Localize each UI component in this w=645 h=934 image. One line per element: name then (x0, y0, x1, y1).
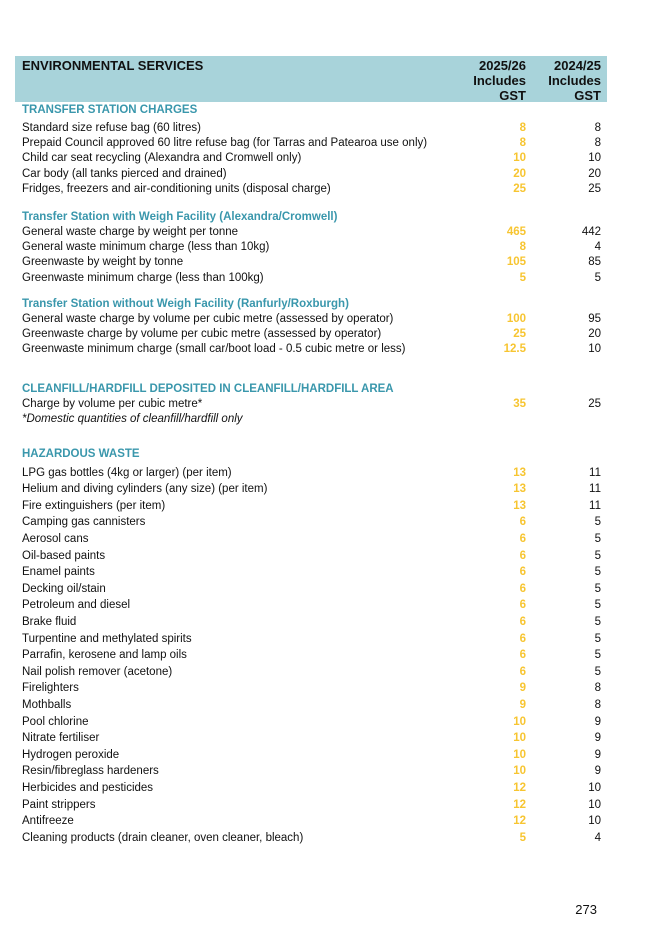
row-value-2025-26: 8 (519, 241, 526, 254)
row-description: Fire extinguishers (per item) (22, 499, 166, 512)
row-value-2025-26: 9 (519, 682, 526, 695)
row-description: Child car seat recycling (Alexandra and Cromwell only) (22, 152, 302, 165)
row-description: Hydrogen peroxide (22, 748, 120, 761)
table-row (15, 647, 607, 664)
row-description: Car body (all tanks pierced and drained) (22, 167, 227, 180)
row-description: Resin/fibreglass hardeners (22, 765, 159, 778)
table-row (15, 581, 607, 598)
footnote: *Domestic quantities of cleanfill/hardfill only (22, 413, 243, 426)
table-row (15, 813, 607, 830)
row-value-2025-26: 10 (513, 748, 526, 761)
row-description: Firelighters (22, 682, 79, 695)
row-description: Decking oil/stain (22, 582, 106, 595)
section-title: TRANSFER STATION CHARGES (22, 104, 198, 116)
table-row (15, 465, 607, 482)
row-value-2024-25: 5 (594, 516, 601, 529)
row-value-2024-25: 25 (588, 398, 601, 411)
row-value-2024-25: 8 (594, 137, 601, 150)
row-description: Greenwaste minimum charge (less than 100kg) (22, 271, 264, 284)
row-value-2025-26: 5 (519, 271, 526, 284)
column-header-2025-26: 2025/26 Includes GST (473, 58, 526, 103)
row-value-2024-25: 10 (588, 798, 601, 811)
row-value-2025-26: 10 (513, 765, 526, 778)
row-value-2024-25: 9 (594, 765, 601, 778)
row-value-2025-26: 10 (513, 732, 526, 745)
row-description: Paint strippers (22, 798, 96, 811)
row-value-2025-26: 25 (513, 182, 526, 195)
row-value-2024-25: 95 (588, 312, 601, 325)
table-row (15, 225, 607, 240)
row-value-2024-25: 5 (594, 632, 601, 645)
row-description: Prepaid Council approved 60 litre refuse bag (for Tarras and Patearoa use only) (22, 137, 428, 150)
table-row (15, 797, 607, 814)
row-value-2025-26: 6 (519, 599, 526, 612)
row-value-2025-26: 6 (519, 632, 526, 645)
table-row (15, 747, 607, 764)
row-value-2024-25: 11 (589, 483, 601, 496)
row-value-2025-26: 13 (513, 499, 526, 512)
row-description: Greenwaste minimum charge (small car/boot load - 0.5 cubic metre or less) (22, 343, 406, 356)
row-value-2025-26: 12 (513, 798, 526, 811)
row-value-2024-25: 9 (594, 715, 601, 728)
row-value-2025-26: 100 (506, 312, 526, 325)
row-value-2024-25: 8 (594, 122, 601, 134)
row-description: General waste charge by weight per tonne (22, 225, 239, 238)
row-value-2024-25: 10 (588, 343, 601, 356)
table-row (15, 830, 607, 847)
row-value-2025-26: 35 (513, 398, 526, 411)
row-value-2025-26: 6 (519, 516, 526, 529)
row-value-2025-26: 6 (519, 649, 526, 662)
row-value-2024-25: 85 (588, 256, 601, 269)
row-description: Fridges, freezers and air-conditioning units (disposal charge) (22, 182, 331, 195)
table-row (15, 498, 607, 515)
table-row (15, 780, 607, 797)
table-header (15, 56, 607, 102)
table-row (15, 271, 607, 286)
table-row (15, 397, 607, 412)
row-value-2024-25: 5 (594, 665, 601, 678)
row-description: Helium and diving cylinders (any size) (per item) (22, 483, 268, 496)
row-value-2024-25: 5 (594, 582, 601, 595)
row-value-2025-26: 6 (519, 582, 526, 595)
row-value-2024-25: 5 (594, 566, 601, 579)
row-value-2024-25: 9 (594, 748, 601, 761)
row-value-2024-25: 11 (589, 466, 601, 479)
row-description: Parrafin, kerosene and lamp oils (22, 649, 187, 662)
table-row (15, 714, 607, 731)
section-cleanfill (15, 381, 607, 427)
table-row (15, 631, 607, 648)
row-value-2025-26: 8 (519, 137, 526, 150)
row-value-2025-26: 465 (506, 225, 526, 238)
row-value-2025-26: 10 (513, 152, 526, 165)
row-value-2024-25: 11 (589, 499, 601, 512)
table-row (15, 481, 607, 498)
row-value-2025-26: 6 (519, 566, 526, 579)
row-value-2024-25: 5 (594, 533, 601, 545)
row-value-2024-25: 4 (594, 831, 601, 844)
row-description: Standard size refuse bag (60 litres) (22, 122, 201, 134)
section-title: Transfer Station with Weigh Facility (Alexandra/Cromwell) (22, 210, 338, 223)
row-description: Mothballs (22, 698, 72, 711)
row-value-2024-25: 8 (594, 682, 601, 695)
row-value-2025-26: 13 (513, 466, 526, 479)
row-description: Brake fluid (22, 615, 77, 628)
row-description: Cleaning products (drain cleaner, oven cleaner, bleach) (22, 831, 304, 844)
table-row (15, 730, 607, 747)
table-row (15, 151, 607, 166)
row-description: Nitrate fertiliser (22, 732, 100, 745)
row-description: Petroleum and diesel (22, 599, 131, 612)
table-row (15, 327, 607, 342)
row-value-2025-26: 6 (519, 549, 526, 562)
section-no-weigh-facility (15, 296, 607, 358)
table-row (15, 182, 607, 197)
row-value-2025-26: 6 (519, 533, 526, 545)
row-value-2025-26: 105 (506, 256, 526, 269)
table-row (15, 240, 607, 255)
table-row (15, 121, 607, 136)
row-description: Camping gas cannisters (22, 516, 146, 529)
row-value-2025-26: 13 (513, 483, 526, 496)
table-row (15, 614, 607, 631)
table-row (15, 136, 607, 151)
table-row (15, 680, 607, 697)
table-row (15, 342, 607, 357)
section-title: Transfer Station without Weigh Facility (Ranfurly/Roxburgh) (22, 297, 349, 310)
row-value-2024-25: 5 (594, 549, 601, 562)
row-description: General waste charge by volume per cubic metre (assessed by operator) (22, 312, 394, 325)
row-description: LPG gas bottles (4kg or larger) (per item) (22, 466, 232, 479)
row-description: Nail polish remover (acetone) (22, 665, 173, 678)
row-description: Aerosol cans (22, 533, 89, 545)
section-hazardous-waste (15, 446, 607, 847)
row-value-2025-26: 10 (513, 715, 526, 728)
row-value-2024-25: 5 (594, 599, 601, 612)
row-value-2024-25: 8 (594, 698, 601, 711)
row-value-2025-26: 20 (513, 167, 526, 180)
table-title: ENVIRONMENTAL SERVICES (22, 58, 204, 73)
row-description: Oil-based paints (22, 549, 106, 562)
table-row (15, 167, 607, 182)
table-row (15, 514, 607, 531)
column-header-2024-25: 2024/25 Includes GST (548, 58, 601, 103)
row-description: Herbicides and pesticides (22, 781, 154, 794)
section-title: CLEANFILL/HARDFILL DEPOSITED IN CLEANFILL/HARDFILL AREA (22, 383, 394, 396)
row-value-2024-25: 5 (594, 271, 601, 284)
page-number: 273 (575, 902, 597, 917)
table-row (15, 312, 607, 327)
row-value-2024-25: 5 (594, 615, 601, 628)
table-row (15, 548, 607, 565)
row-value-2024-25: 25 (588, 182, 601, 195)
row-value-2024-25: 10 (588, 152, 601, 165)
row-description: Greenwaste by weight by tonne (22, 256, 184, 269)
row-value-2025-26: 12.5 (503, 343, 526, 356)
row-description: General waste minimum charge (less than 10kg) (22, 241, 270, 254)
table-row (15, 255, 607, 270)
fees-table (15, 56, 607, 846)
row-value-2024-25: 10 (588, 815, 601, 828)
row-value-2024-25: 4 (594, 241, 601, 254)
table-row (15, 597, 607, 614)
row-description: Antifreeze (22, 815, 74, 828)
row-value-2024-25: 5 (594, 649, 601, 662)
row-description: Charge by volume per cubic metre* (22, 398, 203, 411)
row-value-2025-26: 5 (519, 831, 526, 844)
section-weigh-facility (15, 209, 607, 286)
table-row (15, 697, 607, 714)
table-row (15, 664, 607, 681)
table-row (15, 564, 607, 581)
section-transfer-station (15, 102, 607, 197)
row-description: Greenwaste charge by volume per cubic metre (assessed by operator) (22, 327, 382, 340)
row-value-2025-26: 12 (513, 781, 526, 794)
footnote-row (15, 412, 607, 427)
row-value-2024-25: 10 (588, 781, 601, 794)
table-row (15, 763, 607, 780)
row-description: Pool chlorine (22, 715, 89, 728)
row-value-2024-25: 442 (581, 225, 601, 238)
row-description: Enamel paints (22, 566, 95, 579)
row-value-2025-26: 6 (519, 615, 526, 628)
row-value-2025-26: 12 (513, 815, 526, 828)
row-description: Turpentine and methylated spirits (22, 632, 192, 645)
row-value-2024-25: 20 (588, 327, 601, 340)
row-value-2025-26: 8 (519, 122, 526, 134)
row-value-2024-25: 9 (594, 732, 601, 745)
table-row (15, 531, 607, 548)
row-value-2025-26: 6 (519, 665, 526, 678)
row-value-2025-26: 9 (519, 698, 526, 711)
row-value-2025-26: 25 (513, 327, 526, 340)
section-title: HAZARDOUS WASTE (22, 447, 140, 460)
row-value-2024-25: 20 (588, 167, 601, 180)
